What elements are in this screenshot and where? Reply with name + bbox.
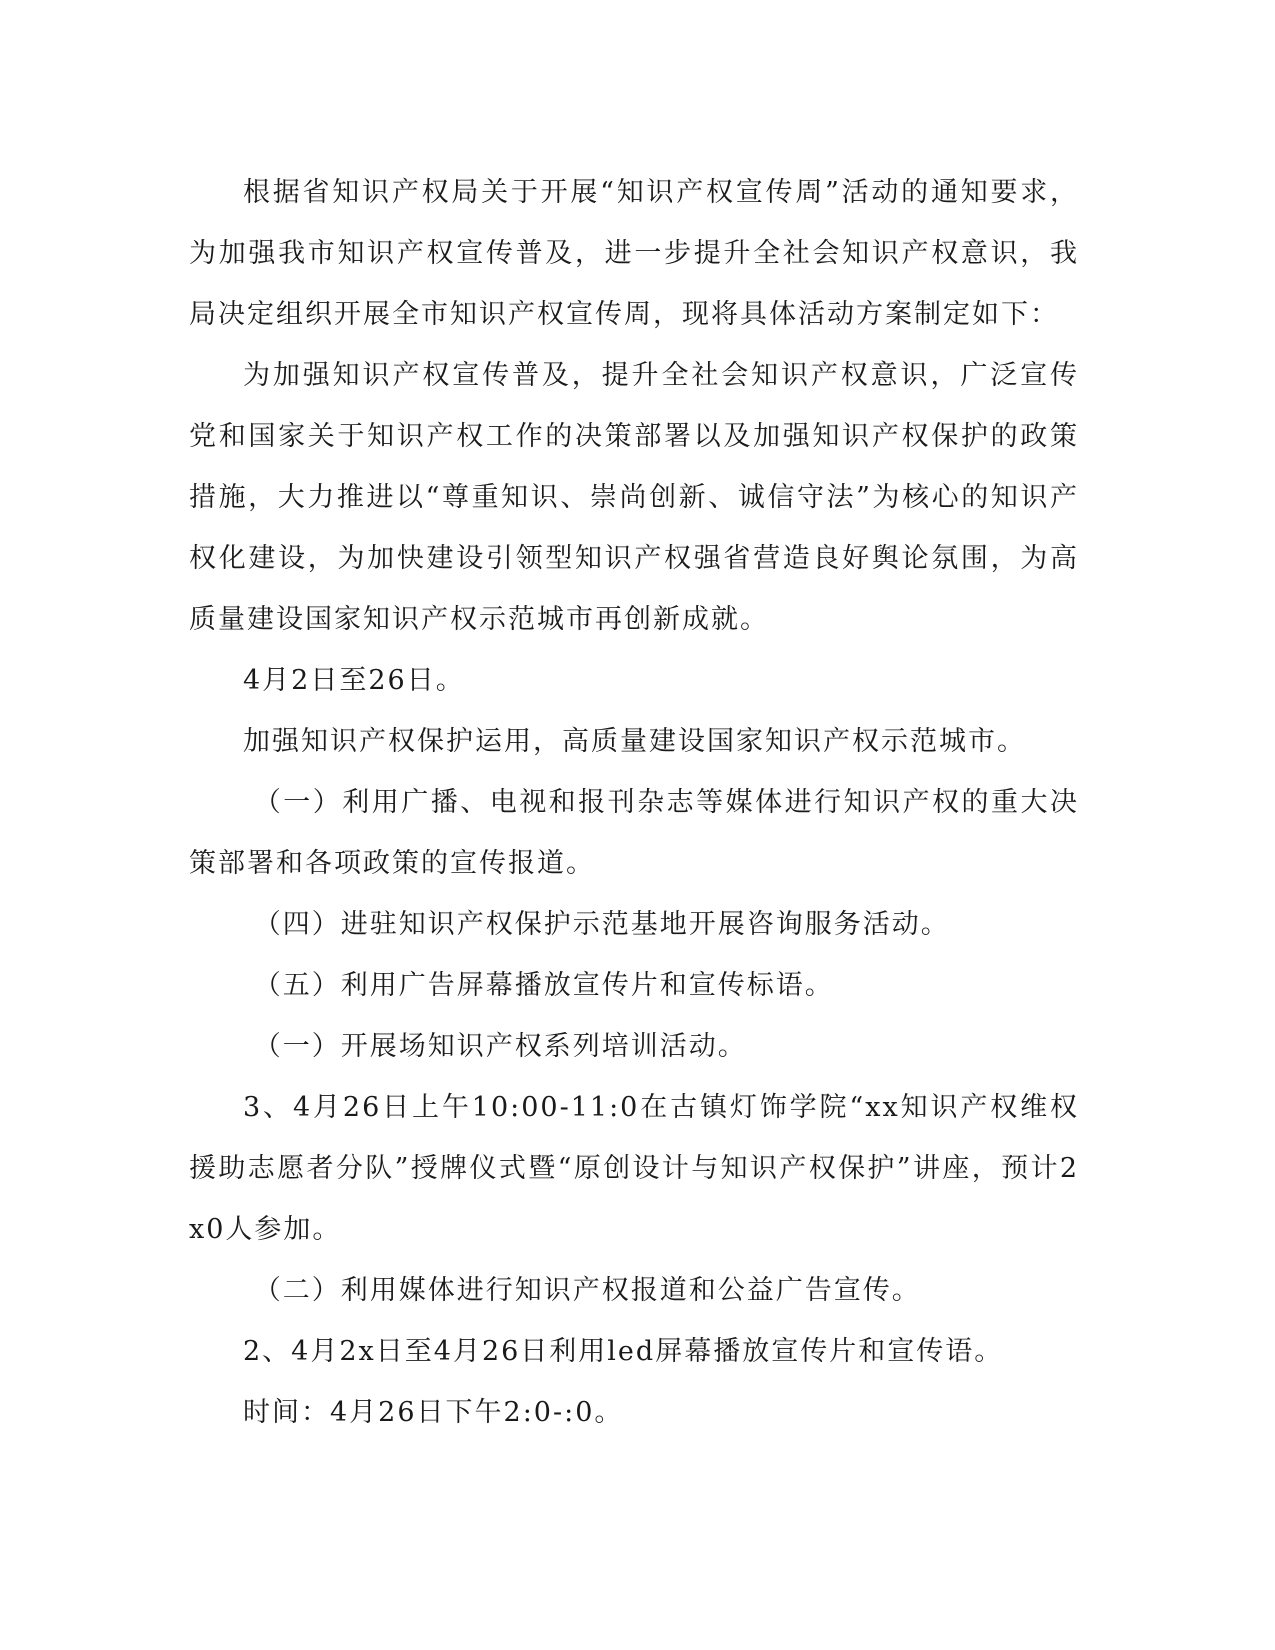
- paragraph-time: 4月2日至26日。: [243, 665, 465, 696]
- paragraph-purpose: 为加强知识产权宣传普及，提升全社会知识产权意识，广泛宣传党和国家关于知识产权工作的决策部署以及加强知识产权保护的政策措施，大力推进以“尊重知识、崇尚创新、诚信守法”为核心的知识产权化建设，为加快建设引领型知识产权强省营造良好舆论氛围，为高质量建设国家知识产权示范城市再创新成就。: [189, 360, 1079, 635]
- document-body: [189, 162, 1079, 1443]
- paragraph-schedule: 时间：4月26日下午2:0-:0。: [243, 1397, 624, 1428]
- paragraph-item-media: （一）利用广播、电视和报刊杂志等媒体进行知识产权的重大决策部署和各项政策的宣传报道。: [189, 787, 1079, 879]
- paragraph-item-report: （二）利用媒体进行知识产权报道和公益广告宣传。: [253, 1275, 921, 1306]
- paragraph-item-training: （一）开展场知识产权系列培训活动。: [253, 1031, 747, 1062]
- paragraph-theme: 加强知识产权保护运用，高质量建设国家知识产权示范城市。: [243, 726, 1026, 757]
- paragraph-ceremony: 3、4月26日上午10:00-11:0在古镇灯饰学院“xx知识产权维权援助志愿者分队”授牌仪式暨“原创设计与知识产权保护”讲座，预计2x0人参加。: [189, 1092, 1079, 1245]
- paragraph-intro: 根据省知识产权局关于开展“知识产权宣传周”活动的通知要求，为加强我市知识产权宣传普及，进一步提升全社会知识产权意识，我局决定组织开展全市知识产权宣传周，现将具体活动方案制定如下：: [189, 177, 1079, 330]
- paragraph-item-consult: （四）进驻知识产权保护示范基地开展咨询服务活动。: [253, 909, 950, 940]
- paragraph-led: 2、4月2x日至4月26日利用led屏幕播放宣传片和宣传语。: [243, 1336, 1004, 1367]
- paragraph-item-screen: （五）利用广告屏幕播放宣传片和宣传标语。: [253, 970, 834, 1001]
